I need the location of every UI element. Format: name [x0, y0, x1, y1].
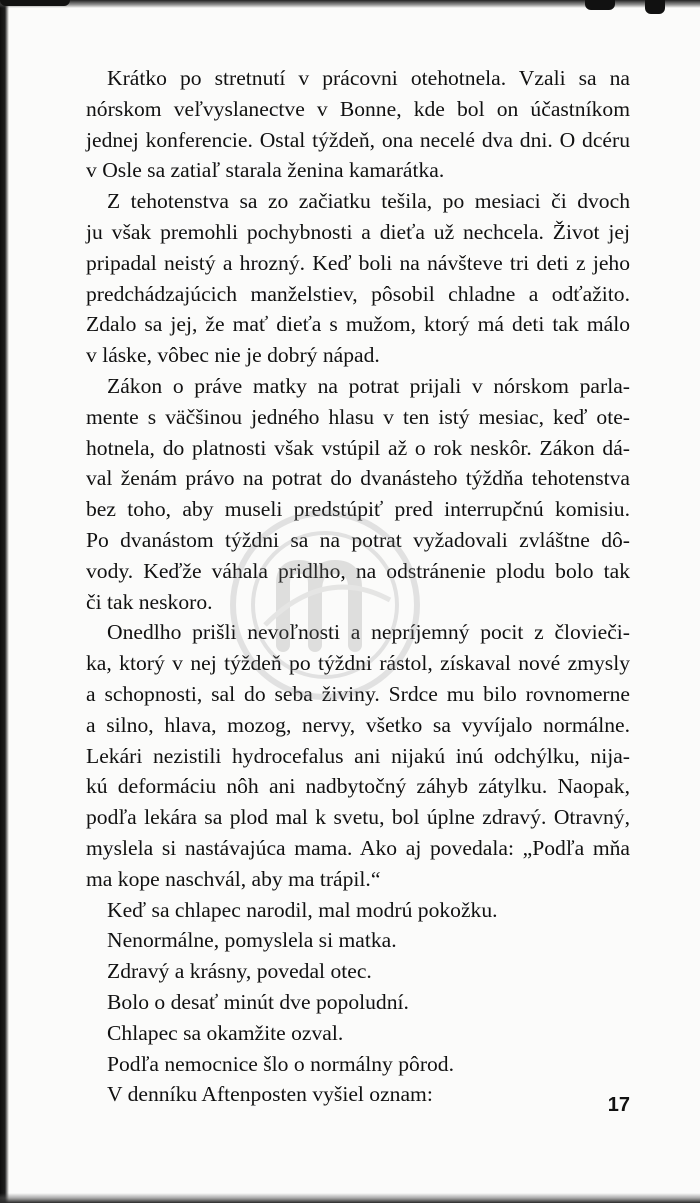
text-line: či tak neskoro. — [86, 589, 213, 614]
text-line: Podľa nemocnice šlo o normálny pôrod. — [107, 1051, 455, 1076]
text-line: Lekári nezistili hydrocefalus ani nijakú inú odchýlku, nija- — [86, 743, 630, 768]
text-line: V denníku Aftenposten vyšiel oznam: — [107, 1082, 433, 1107]
text-line: Po dvanástom týždni sa na potrat vyžadovali zvláštne dô- — [86, 527, 630, 552]
text-line: myslela si nastávajúca mama. Ako aj povedala: „Podľa mňa — [86, 835, 630, 860]
paragraph — [86, 987, 630, 1018]
scan-edge-bottom — [0, 1193, 700, 1203]
text-line: pripadal neistý a hrozný. Keď boli na návšteve tri deti z jeho — [86, 250, 630, 275]
text-line: Keď sa chlapec narodil, mal modrú pokožku. — [107, 897, 498, 922]
text-line: Z tehotenstva sa zo začiatku tešila, po mesiaci či dvoch — [107, 189, 630, 214]
text-line: kú deformáciu nôh ani nadbytočný záhyb zátylku. Naopak, — [86, 774, 630, 799]
text-line: val ženám právo na potrat do dvanásteho týždňa tehotenstva — [86, 466, 630, 491]
text-line: Zdalo sa jej, že mať dieťa s mužom, ktorý má deti tak málo — [86, 312, 630, 337]
text-line: a silno, hlava, mozog, nervy, všetko sa vyvíjalo normálne. — [86, 712, 630, 737]
paragraph — [86, 617, 630, 894]
paragraph — [86, 895, 630, 926]
text-line: Nenormálne, pomyslela si matka. — [107, 928, 397, 953]
paragraph — [86, 63, 630, 186]
text-line: jednej konferencie. Ostal týždeň, ona necelé dva dni. O dcéru — [86, 127, 630, 152]
text-line: v láske, vôbec nie je dobrý nápad. — [86, 343, 380, 368]
text-line: ka, ktorý v nej týždeň po týždni rástol, získaval nové zmysly — [86, 651, 630, 676]
text-line: Zákon o práve matky na potrat prijali v nórskom parla- — [107, 373, 630, 398]
text-line: Zdravý a krásny, povedal otec. — [107, 959, 372, 984]
body-text — [86, 63, 630, 1110]
text-line: mente s väčšinou jedného hlasu v ten istý mesiac, keď ote- — [86, 404, 630, 429]
text-line: v Osle sa zatiaľ starala ženina kamarátka. — [86, 158, 445, 183]
text-line: Chlapec sa okamžite ozval. — [107, 1020, 344, 1045]
paragraph — [86, 956, 630, 987]
text-line: a schopnosti, sal do seba živiny. Srdce mu bilo rovnomerne — [86, 681, 630, 706]
text-line: ju však premohli pochybnosti a dieťa už nechcela. Život jej — [86, 219, 630, 244]
scan-edge-blot — [0, 0, 70, 6]
paragraph — [86, 925, 630, 956]
text-line: Onedlho prišli nevoľnosti a nepríjemný pocit z človieči- — [107, 620, 630, 645]
text-line: podľa lekára sa plod mal k svetu, bol úplne zdravý. Otravný, — [86, 805, 630, 830]
text-line: predchádzajúcich manželstiev, pôsobil chladne a odťažito. — [86, 281, 630, 306]
text-line: Bolo o desať minút dve popoludní. — [107, 989, 409, 1014]
paragraph — [86, 1018, 630, 1049]
scan-edge-left — [0, 0, 9, 1203]
text-line: hotnela, do platnosti však vstúpil až o rok neskôr. Zákon dá- — [86, 435, 630, 460]
text-line: vody. Keďže váhala pridlho, na odstránenie plodu bolo tak — [86, 558, 630, 583]
text-line: nórskom veľvyslanectve v Bonne, kde bol on účastníkom — [86, 96, 630, 121]
paragraph — [86, 1049, 630, 1080]
scan-edge-blot — [585, 0, 615, 10]
text-line: Krátko po stretnutí v prácovni otehotnela. Vzali sa na — [107, 66, 630, 90]
paragraph — [86, 186, 630, 371]
paragraph — [86, 371, 630, 617]
text-line: ma kope naschvál, aby ma trápil.“ — [86, 866, 381, 891]
paragraph — [86, 1079, 630, 1110]
scan-edge-blot — [645, 0, 665, 14]
page-number: 17 — [607, 1094, 630, 1116]
text-line: bez toho, aby museli predstúpiť pred interrupčnú komisiu. — [86, 497, 630, 522]
